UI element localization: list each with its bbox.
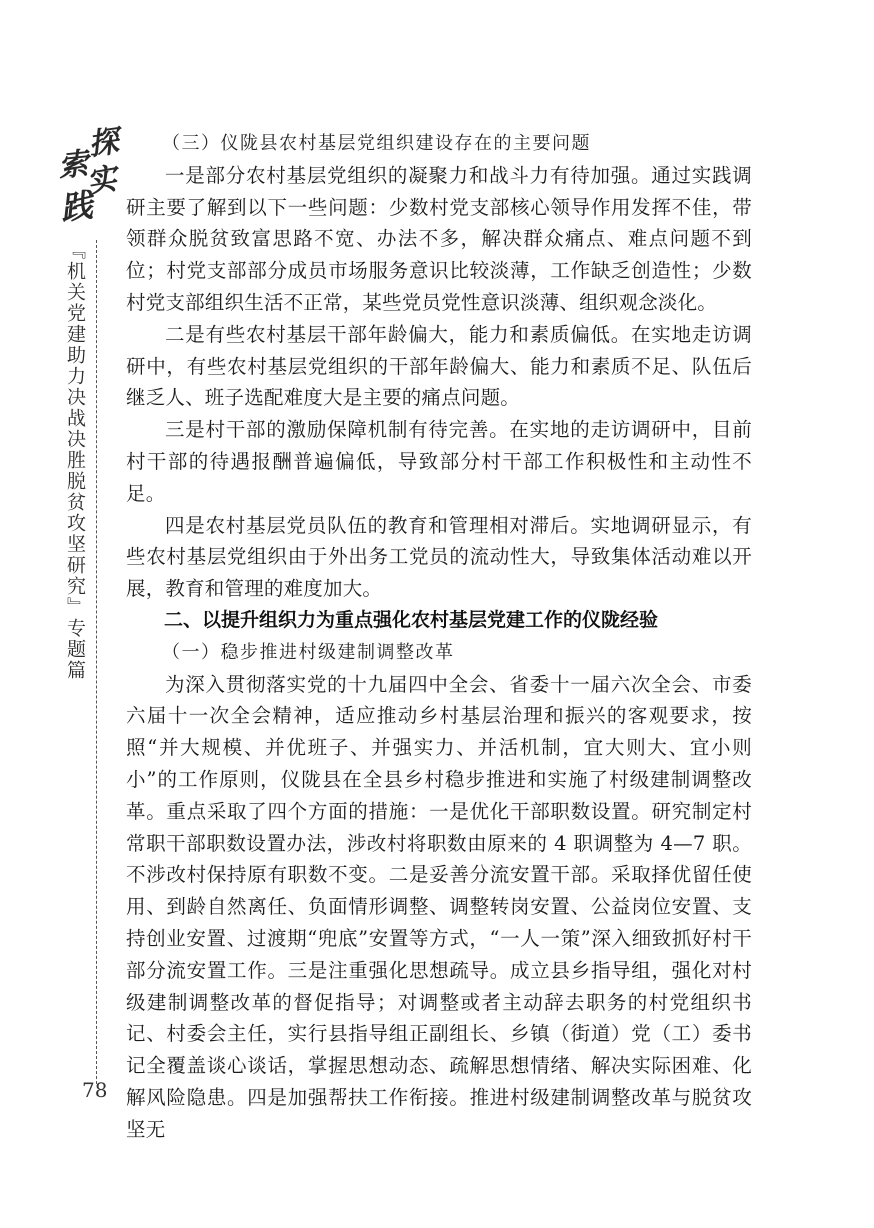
logo-char-3: 实 <box>83 161 118 202</box>
paragraph-3: 三是村干部的激励保障机制有待完善。在实地的走访调研中，目前村干部的待遇报酬普遍偏低，导致部分村干部工作积极性和主动性不足。 <box>126 418 752 505</box>
section-heading-3: （三）仪陇县农村基层党组织建设存在的主要问题 <box>162 133 591 154</box>
paragraph-4: 四是农村基层党员队伍的教育和管理相对滞后。实地调研显示，有些农村基层党组织由于外出务工党员的流动性大，导致集体活动难以开展，教育和管理的难度加大。 <box>126 513 752 601</box>
series-title: 『机关党建助力决战决胜脱贫攻坚研究』专题篇 <box>64 240 86 681</box>
main-text-column <box>126 128 752 1146</box>
chapter-heading-2: 二、以提升组织力为重点强化农村基层党建工作的仪陇经验 <box>164 608 659 631</box>
paragraph-2: 二是有些农村基层干部年龄偏大，能力和素质偏低。在实地走访调研中，有些农村基层党组织的干部年龄偏大、能力和素质不足、队伍后继乏人、班子选配难度大是主要的痛点问题。 <box>126 322 752 410</box>
calligraphy-logo <box>52 118 118 228</box>
page-number: 78 <box>82 1078 108 1102</box>
logo-char-2: 索 <box>56 146 89 185</box>
logo-char-1: 探 <box>86 124 119 163</box>
paragraph-5: 为深入贯彻落实党的十九届四中全会、省委十一届六次全会、市委六届十一次全会精神，适应推动乡村基层治理和振兴的客观要求，按照“并大规模、并优班子、并强实力、并活机制，宜大则大、宜小则小”的工作原则，仪陇县在全县乡村稳步推进和实施了村级建制调整改革。重点采取了四个方面的措施：一是优化干部职数设置。研究制定村常职干部职数设置办法，涉改村将职数由原来的 4 职调整为 4—7 职。不涉改村保持原有职数不变。二是妥善分流安置干部。采取择优留任使用、到龄自然离任、负面情形调整、调整转岗安置、公益岗位安置、支持创业安置、过渡期“兜底”安置等方式，“一人一策”深入细致抓好村干部分流安置工作。三是注重强化思想疏导。成立县乡指导组，强化对村级建制调整改革的督促指导；对调整或者主动辞去职务的村党组织书记、村委会主任，实行县指导组正副组长、乡镇（街道）党（工）委书记全覆盖谈心谈话，掌握思想动态、疏解思想情绪、解决实际困难、化解风险隐患。四是加强帮扶工作衔接。推进村级建制调整改革与脱贫攻坚无 <box>126 672 752 1141</box>
section-heading-2-1: （一）稳步推进村级建制调整改革 <box>162 641 455 663</box>
paragraph-1: 一是部分农村基层党组织的凝聚力和战斗力有待加强。通过实践调研主要了解到以下一些问题：少数村党支部核心领导作用发挥不佳，带领群众脱贫致富思路不宽、办法不多，解决群众痛点、难点问题不到位；村党支部部分成员市场服务意识比较淡薄，工作缺乏创造性；少数村党支部组织生活不正常，某些党员党性意识淡薄、组织观念淡化。 <box>126 163 752 314</box>
margin-dotted-rule <box>96 240 97 1084</box>
logo-char-4: 践 <box>57 186 93 228</box>
